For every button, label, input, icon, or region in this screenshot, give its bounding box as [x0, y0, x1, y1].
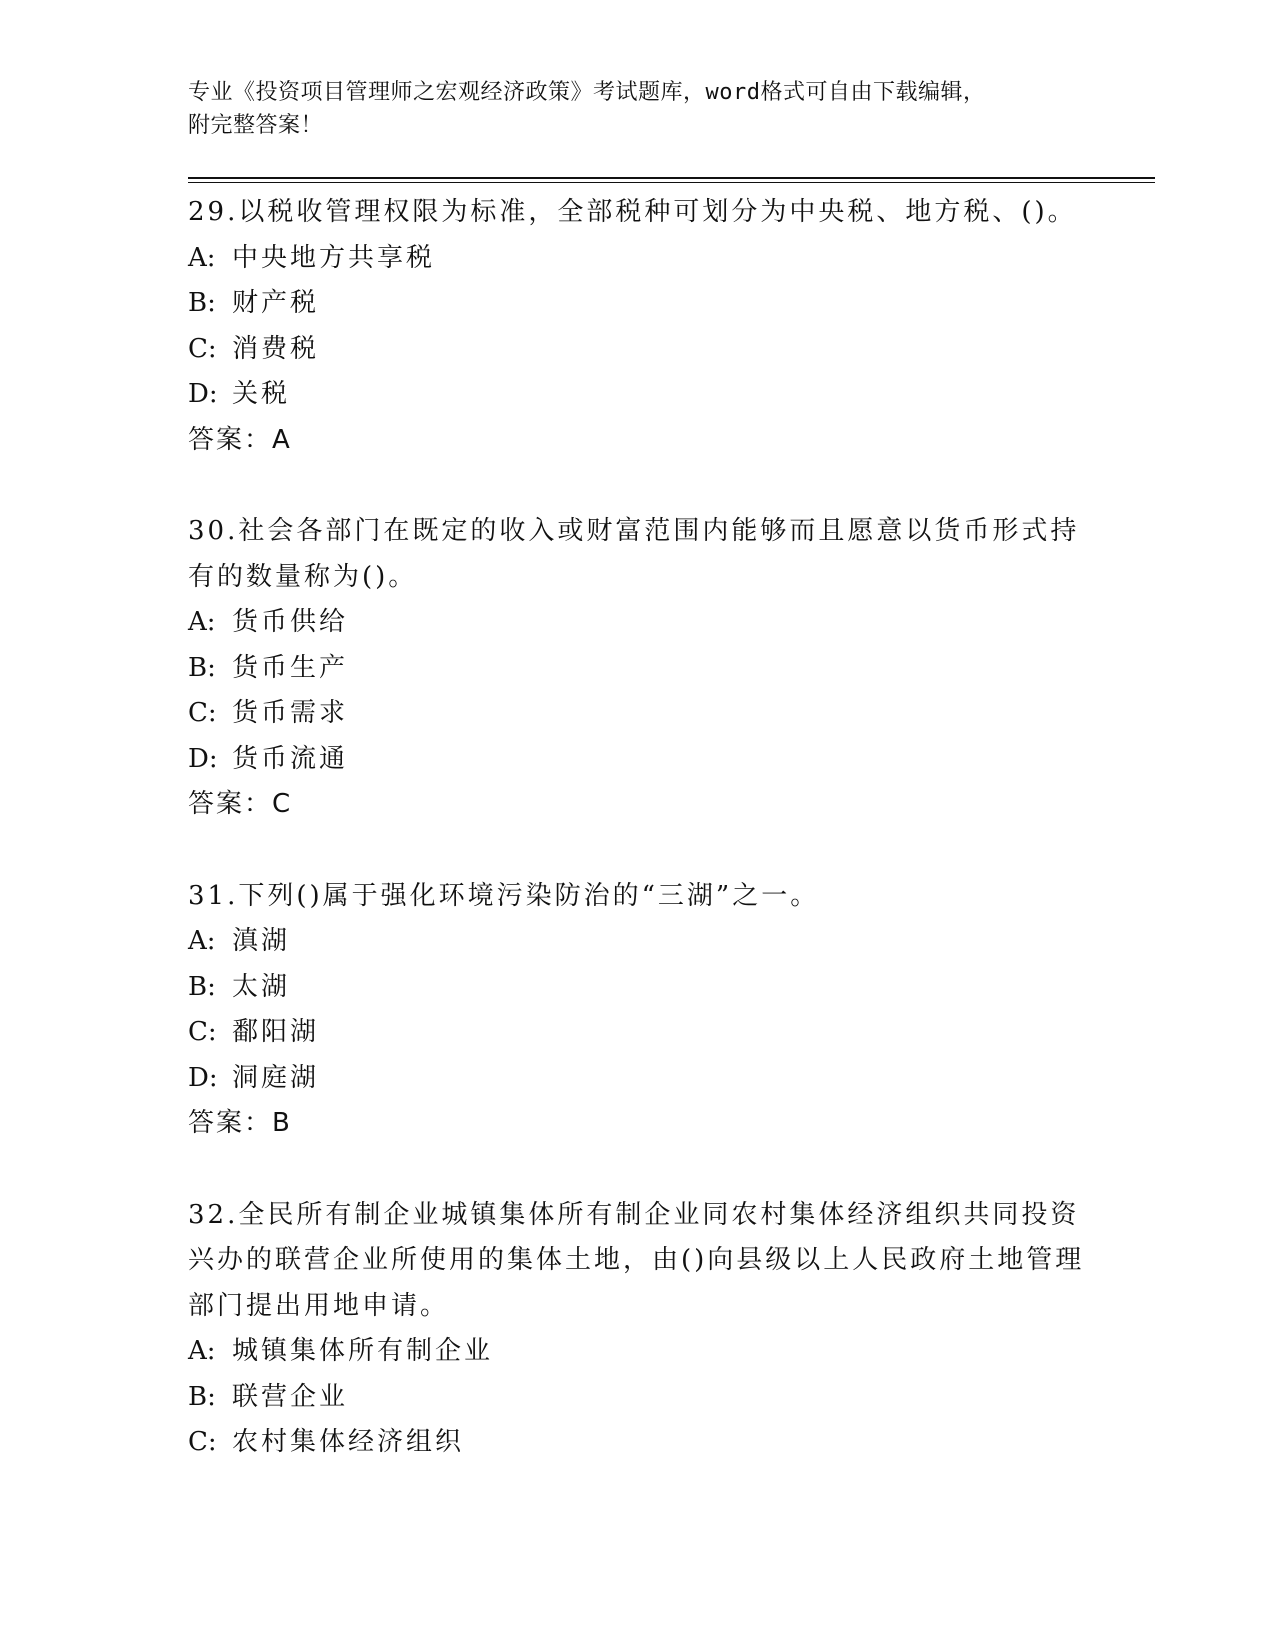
- question-32: [188, 1193, 1088, 1466]
- option-key: D:: [188, 743, 218, 774]
- header-divider-thick: [188, 177, 1155, 179]
- option-a: [188, 919, 1088, 965]
- option-a: [188, 236, 1088, 282]
- option-key: B:: [188, 288, 216, 318]
- option-key: D:: [188, 1062, 218, 1093]
- option-c: [188, 327, 1088, 373]
- question-list: [188, 190, 1088, 1512]
- option-text: 联营企业: [232, 1381, 349, 1412]
- option-key: B:: [188, 652, 216, 683]
- option-key: A:: [188, 607, 216, 637]
- option-key: C:: [188, 1017, 217, 1047]
- question-text: 32.全民所有制企业城镇集体所有制企业同农村集体经济组织共同投资兴办的联营企业所使用的集体土地，由()向县级以上人民政府土地管理部门提出用地申请。: [188, 1199, 1085, 1321]
- option-a: [188, 600, 1088, 646]
- option-text: 农村集体经济组织: [232, 1427, 465, 1457]
- option-d: [188, 737, 1088, 783]
- option-key: C:: [188, 333, 217, 364]
- option-key: D:: [188, 379, 218, 409]
- option-c: [188, 1010, 1088, 1056]
- answer-line: 答案：C: [188, 789, 293, 819]
- option-text: 货币供给: [232, 607, 349, 637]
- question-29: [188, 190, 1088, 463]
- question-text: 31.下列()属于强化环境污染防治的“三湖”之一。: [188, 880, 820, 911]
- option-text: 洞庭湖: [232, 1062, 320, 1093]
- option-b: [188, 1375, 1088, 1421]
- option-key: A:: [188, 242, 216, 273]
- option-text: 货币生产: [232, 652, 349, 683]
- option-key: A:: [188, 1336, 216, 1366]
- answer-line: 答案：B: [188, 1108, 292, 1138]
- option-text: 鄱阳湖: [232, 1017, 320, 1047]
- option-text: 城镇集体所有制企业: [232, 1336, 494, 1366]
- question-30: [188, 509, 1088, 828]
- option-text: 货币需求: [232, 698, 349, 728]
- option-key: B:: [188, 971, 216, 1002]
- option-text: 中央地方共享税: [232, 242, 436, 273]
- header-line-1: 专业《投资项目管理师之宏观经济政策》考试题库，word格式可自由下载编辑，: [188, 80, 986, 105]
- option-text: 关税: [232, 379, 291, 409]
- option-d: [188, 372, 1088, 418]
- option-c: [188, 691, 1088, 737]
- option-text: 财产税: [232, 288, 320, 318]
- option-c: [188, 1420, 1088, 1466]
- option-a: [188, 1329, 1088, 1375]
- option-b: [188, 965, 1088, 1011]
- option-key: C:: [188, 698, 217, 728]
- option-text: 滇湖: [232, 926, 291, 956]
- answer-line: 答案：A: [188, 424, 292, 455]
- option-b: [188, 281, 1088, 327]
- header-divider-thin: [188, 182, 1155, 183]
- question-text: 30.社会各部门在既定的收入或财富范围内能够而且愿意以货币形式持有的数量称为()。: [188, 516, 1080, 592]
- header-line-2: 附完整答案！: [188, 113, 324, 138]
- question-text: 29.以税收管理权限为标准，全部税种可划分为中央税、地方税、()。: [188, 197, 1077, 227]
- document-header: [188, 76, 1068, 142]
- option-text: 消费税: [232, 333, 320, 364]
- option-d: [188, 1056, 1088, 1102]
- option-key: C:: [188, 1427, 217, 1457]
- option-text: 货币流通: [232, 743, 349, 774]
- option-key: A:: [188, 926, 216, 956]
- option-key: B:: [188, 1381, 216, 1412]
- question-31: [188, 874, 1088, 1147]
- option-text: 太湖: [232, 971, 291, 1002]
- option-b: [188, 646, 1088, 692]
